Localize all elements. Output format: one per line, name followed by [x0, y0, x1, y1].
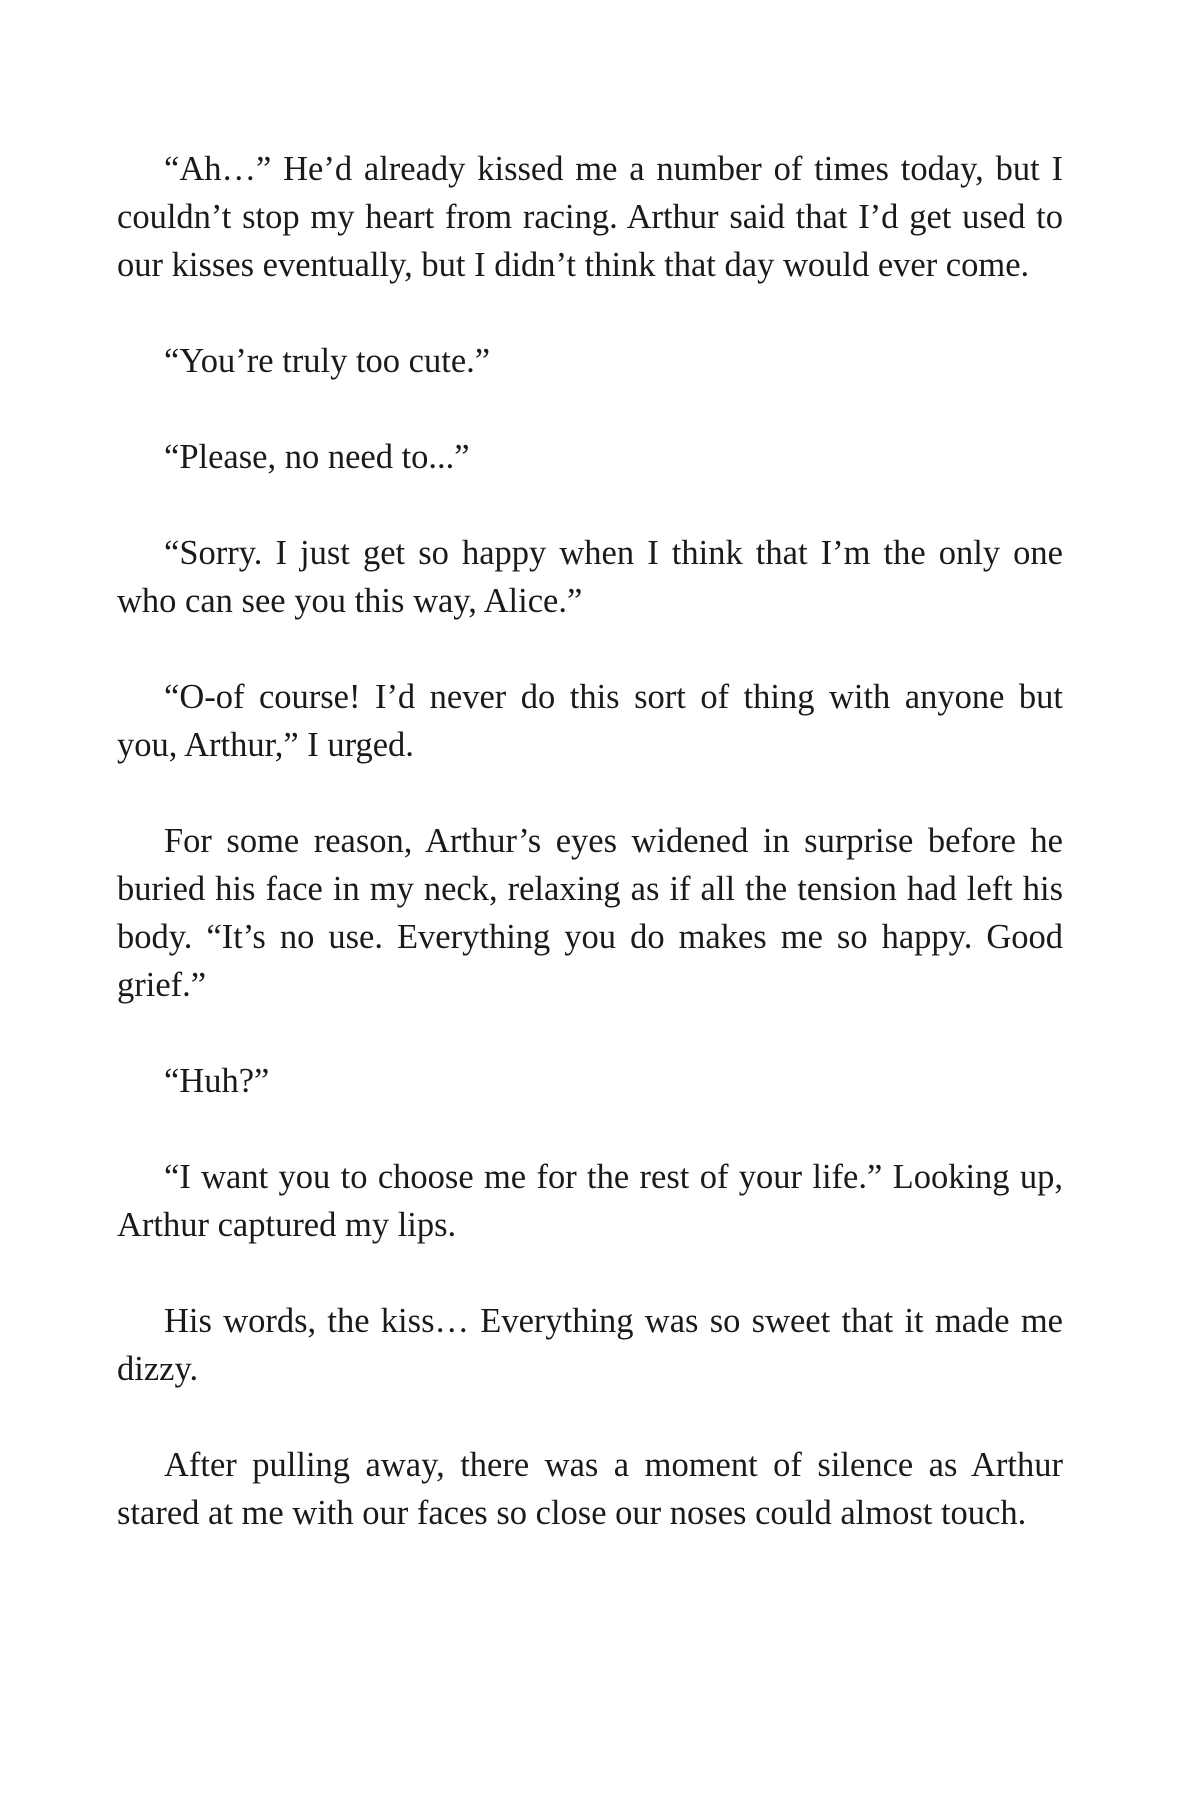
paragraph: “O-of course! I’d never do this sort of thing with anyone but you, Arthur,” I urged. — [117, 678, 1063, 764]
paragraph: After pulling away, there was a moment of silence as Arthur stared at me with our faces so close our noses could almost touch. — [117, 1446, 1063, 1532]
paragraph: “Please, no need to...” — [164, 438, 470, 476]
paragraph: “Huh?” — [164, 1062, 270, 1100]
page-body-text — [117, 145, 1063, 1537]
paragraph: For some reason, Arthur’s eyes widened in surprise before he buried his face in my neck, relaxing as if all the tension had left his body. “It’s no use. Everything you do makes me so happy. Good grief.” — [117, 822, 1063, 1004]
paragraph: His words, the kiss… Everything was so sweet that it made me dizzy. — [117, 1302, 1063, 1388]
paragraph: “I want you to choose me for the rest of your life.” Looking up, Arthur captured my lips. — [117, 1158, 1063, 1244]
paragraph: “You’re truly too cute.” — [164, 342, 491, 380]
paragraph: “Ah…” He’d already kissed me a number of times today, but I couldn’t stop my heart from racing. Arthur said that I’d get used to our kisses eventually, but I didn’t think that day would ever come. — [117, 150, 1063, 284]
paragraph: “Sorry. I just get so happy when I think that I’m the only one who can see you this way, Alice.” — [117, 534, 1063, 620]
